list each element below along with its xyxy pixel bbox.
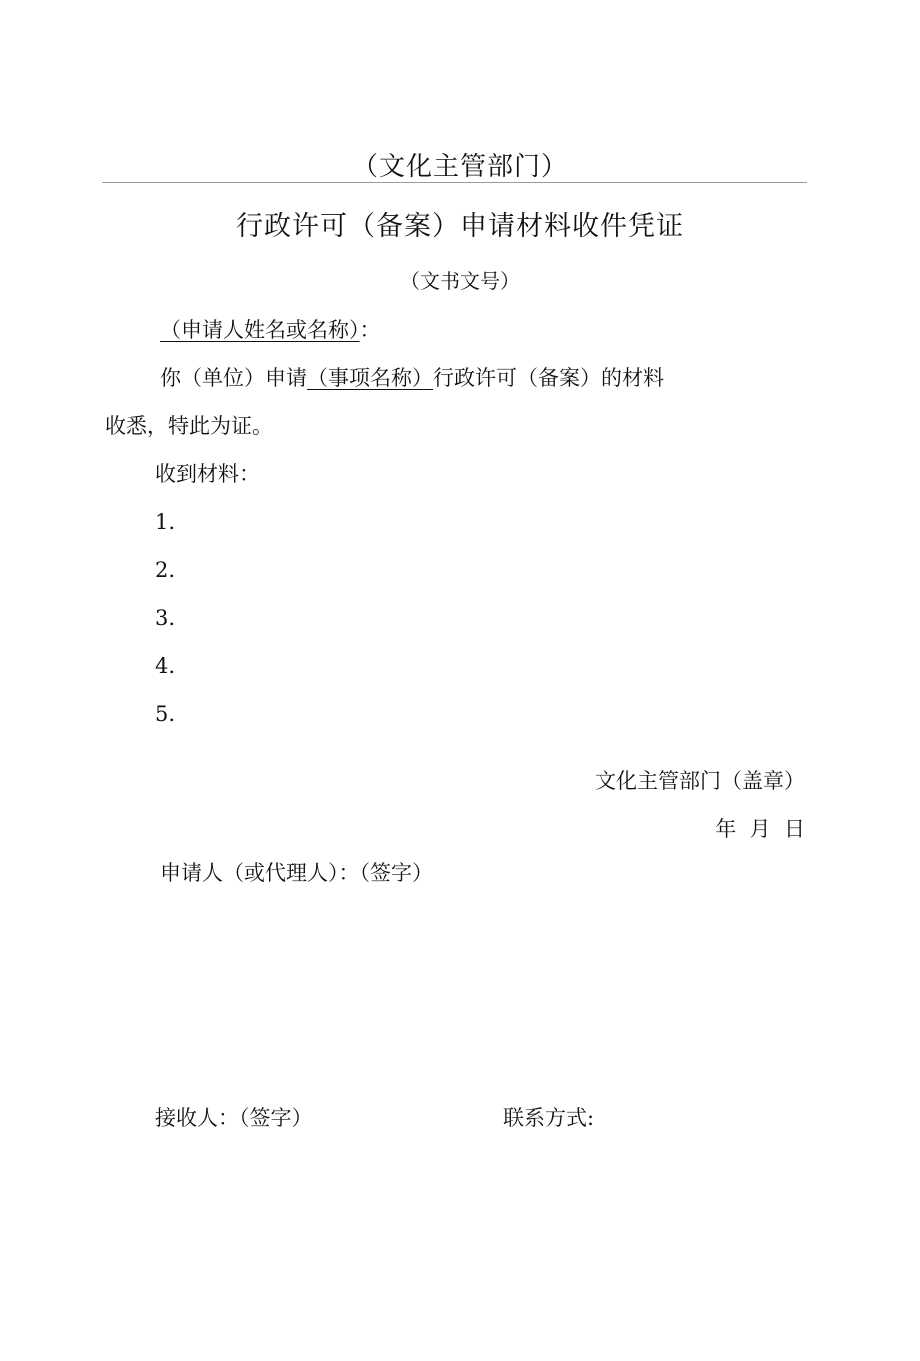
statement-prefix: 你（单位）申请 xyxy=(160,366,307,390)
item-name-placeholder: （事项名称） xyxy=(307,366,433,390)
applicant-signature-line: 申请人（或代理人）：（签字） xyxy=(160,861,433,885)
statement-suffix: 行政许可（备案）的材料 xyxy=(433,366,664,390)
materials-heading: 收到材料： xyxy=(155,462,260,486)
material-item-4: 4. xyxy=(155,654,176,678)
material-item-1: 1. xyxy=(155,510,176,534)
contact-label: 联系方式: xyxy=(503,1106,595,1130)
salutation-colon: ： xyxy=(359,318,381,342)
material-item-5: 5. xyxy=(155,702,176,726)
seal-date: 年 月 日 xyxy=(715,817,805,841)
document-number: （文书文号） xyxy=(400,269,520,293)
receiver-signature-line: 接收人：（签字） xyxy=(155,1106,313,1130)
seal-label: 文化主管部门（盖章） xyxy=(595,769,805,793)
authority-title: （文化主管部门） xyxy=(351,152,568,182)
material-item-2: 2. xyxy=(155,558,176,582)
salutation-line xyxy=(160,314,381,344)
applicant-name-placeholder: （申请人姓名或名称） xyxy=(160,318,360,342)
material-item-3: 3. xyxy=(155,606,176,630)
document-title: 行政许可（备案）申请材料收件凭证 xyxy=(236,211,684,242)
statement-line-2: 收悉，特此为证。 xyxy=(105,414,273,438)
statement-line-1 xyxy=(160,362,664,392)
header-divider xyxy=(102,182,807,183)
